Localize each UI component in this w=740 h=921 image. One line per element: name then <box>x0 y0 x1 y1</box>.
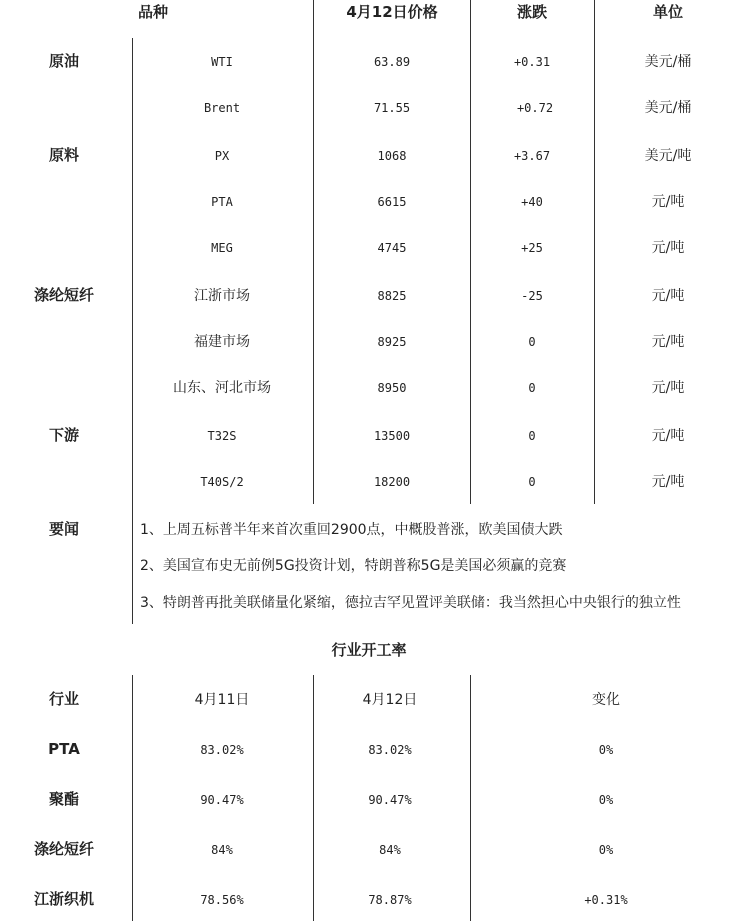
price-table-divider-1 <box>132 38 133 624</box>
industry-label: 聚酯 <box>48 790 80 808</box>
change-value: 0 <box>528 475 536 489</box>
news-item: 1、上周五标普半年来首次重回2900点，中概股普涨，欧美国债大跌 <box>140 522 563 538</box>
rate-day-2: 90.47% <box>368 793 412 807</box>
change-value: +0.31 <box>513 55 551 69</box>
change-value: 0 <box>528 429 536 443</box>
change-value: +0.72 <box>516 101 554 115</box>
rate-change: 0% <box>598 793 614 807</box>
header-unit: 单位 <box>652 3 684 21</box>
op-table-divider-1 <box>132 675 133 921</box>
industry-label: 江浙织机 <box>33 890 95 908</box>
rate-day-1: 90.47% <box>200 793 244 807</box>
header-price: 4月12日价格 <box>346 3 438 21</box>
category-label: 原料 <box>48 146 80 164</box>
price-value: 71.55 <box>373 101 411 115</box>
header-date-2: 4月12日 <box>362 692 418 708</box>
price-value: 63.89 <box>373 55 411 69</box>
industry-label: PTA <box>48 740 80 758</box>
header-change: 涨跌 <box>516 3 548 21</box>
operating-rate-title: 行业开工率 <box>331 641 407 659</box>
unit-value: 美元/吨 <box>644 148 692 164</box>
price-value: 6615 <box>377 195 407 209</box>
product-name: MEG <box>211 241 233 255</box>
unit-value: 美元/桶 <box>644 100 692 116</box>
change-value: +40 <box>521 195 543 209</box>
rate-day-1: 83.02% <box>200 743 244 757</box>
product-name: 山东、河北市场 <box>173 380 271 396</box>
header-date-1: 4月11日 <box>194 692 250 708</box>
product-name: PX <box>214 149 230 163</box>
rate-day-2: 83.02% <box>368 743 412 757</box>
op-table-divider-2 <box>313 675 314 921</box>
rate-change: 0% <box>598 743 614 757</box>
header-change: 变化 <box>592 692 620 708</box>
price-value: 8825 <box>377 289 407 303</box>
rate-day-2: 84% <box>379 843 401 857</box>
rate-day-2: 78.87% <box>368 893 412 907</box>
change-value: -25 <box>521 289 543 303</box>
price-table-divider-4 <box>594 0 595 504</box>
unit-value: 元/吨 <box>651 428 685 444</box>
news-item: 3、特朗普再批美联储量化紧缩，德拉吉罕见置评美联储：我当然担心中央银行的独立性 <box>140 595 681 611</box>
rate-day-1: 84% <box>211 843 233 857</box>
header-variety: 品种 <box>137 3 169 21</box>
product-name: WTI <box>211 55 233 69</box>
change-value: 0 <box>528 381 536 395</box>
price-value: 4745 <box>377 241 407 255</box>
change-value: +25 <box>521 241 543 255</box>
news-item: 2、美国宣布史无前例5G投资计划，特朗普称5G是美国必须赢的竞赛 <box>140 558 567 574</box>
unit-value: 美元/桶 <box>644 54 692 70</box>
change-value: +3.67 <box>513 149 551 163</box>
unit-value: 元/吨 <box>651 380 685 396</box>
product-name: 江浙市场 <box>194 288 250 304</box>
news-label: 要闻 <box>48 520 80 538</box>
unit-value: 元/吨 <box>651 194 685 210</box>
rate-day-1: 78.56% <box>200 893 244 907</box>
change-value: 0 <box>528 335 536 349</box>
category-label: 涤纶短纤 <box>33 286 95 304</box>
price-value: 8950 <box>377 381 407 395</box>
unit-value: 元/吨 <box>651 474 685 490</box>
category-label: 下游 <box>48 426 80 444</box>
rate-change: 0% <box>598 843 614 857</box>
unit-value: 元/吨 <box>651 240 685 256</box>
category-label: 原油 <box>48 52 80 70</box>
industry-label: 涤纶短纤 <box>33 840 95 858</box>
product-name: PTA <box>211 195 233 209</box>
price-value: 18200 <box>373 475 411 489</box>
product-name: T32S <box>207 429 237 443</box>
price-table-divider-3 <box>470 0 471 504</box>
unit-value: 元/吨 <box>651 288 685 304</box>
op-table-divider-3 <box>470 675 471 921</box>
header-industry: 行业 <box>48 690 80 708</box>
price-value: 1068 <box>377 149 407 163</box>
product-name: T40S/2 <box>200 475 244 489</box>
price-table-divider-2 <box>313 0 314 504</box>
product-name: Brent <box>203 101 241 115</box>
unit-value: 元/吨 <box>651 334 685 350</box>
product-name: 福建市场 <box>194 334 250 350</box>
price-value: 8925 <box>377 335 407 349</box>
price-value: 13500 <box>373 429 411 443</box>
rate-change: +0.31% <box>584 893 628 907</box>
